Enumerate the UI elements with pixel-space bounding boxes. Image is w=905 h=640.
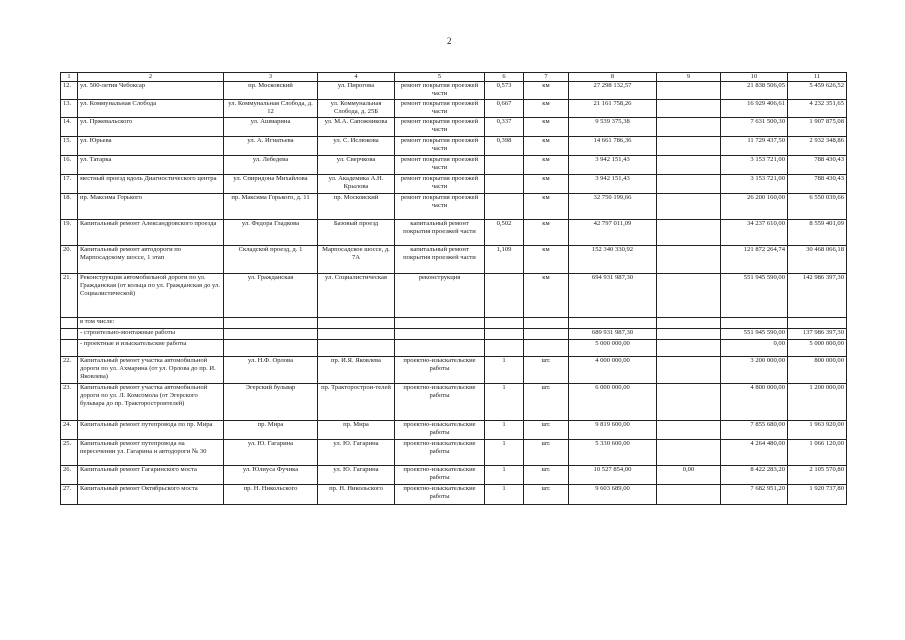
col11-cell: 30 468 066,18 (788, 246, 847, 274)
from-cell: ул. Юлиуса Фучика (224, 466, 318, 485)
col9-cell (657, 340, 721, 357)
unit-cell: км (524, 156, 569, 175)
row-number-cell: 18. (61, 194, 78, 220)
object-name-cell: Капитальный ремонт участка автомобильной дороги по ул. Л. Комсомола (от Эгерского бульвара до пр. Тракторостроителей) (78, 384, 224, 421)
length-cell: 1 (485, 466, 524, 485)
length-cell (485, 156, 524, 175)
col11-cell: 788 430,43 (788, 175, 847, 194)
table-row (61, 194, 847, 220)
length-cell (485, 329, 524, 340)
total-cost-cell: 10 527 854,00 (569, 466, 657, 485)
object-name-cell: Капитальный ремонт участка автомобильной дороги по ул. Ахмарина (от ул. Орлова до пр. И. Яковлева) (78, 357, 224, 384)
table-row (61, 357, 847, 384)
row-number-cell: 14. (61, 118, 78, 137)
length-cell (485, 318, 524, 329)
to-cell: пр. Мира (318, 421, 395, 440)
col9-cell (657, 485, 721, 505)
header-row (61, 73, 847, 82)
object-name-cell: ул. 500-летия Чебоксар (78, 82, 224, 100)
row-number-cell: 15. (61, 137, 78, 156)
work-type-cell: капитальный ремонт покрытия проезжей части (395, 246, 485, 274)
table-row (61, 485, 847, 505)
col9-cell (657, 156, 721, 175)
work-type-cell: ремонт покрытия проезжей части (395, 118, 485, 137)
total-cost-cell: 694 931 987,30 (569, 274, 657, 318)
length-cell: 1 (485, 357, 524, 384)
col11-cell: 8 559 401,09 (788, 220, 847, 246)
col10-cell: 11 729 437,50 (721, 137, 788, 156)
header-cell: 6 (485, 73, 524, 82)
row-number-cell: 20. (61, 246, 78, 274)
from-cell: ул. Гражданская (224, 274, 318, 318)
col9-cell (657, 137, 721, 156)
header-cell: 11 (788, 73, 847, 82)
works-table (60, 72, 847, 505)
row-number-cell: 21. (61, 274, 78, 318)
total-cost-cell: 152 340 330,92 (569, 246, 657, 274)
col10-cell: 551 945 590,00 (721, 274, 788, 318)
header-cell: 3 (224, 73, 318, 82)
col11-cell: 1 920 737,80 (788, 485, 847, 505)
to-cell: ул. С. Ислюкова (318, 137, 395, 156)
col11-cell: 800 000,00 (788, 357, 847, 384)
col10-cell: 34 237 610,00 (721, 220, 788, 246)
object-name-cell: в том числе: (78, 318, 224, 329)
row-number-cell: 22. (61, 357, 78, 384)
col10-cell: 3 153 721,00 (721, 175, 788, 194)
total-cost-cell: 9 539 375,38 (569, 118, 657, 137)
unit-cell: км (524, 194, 569, 220)
from-cell: ул. Н.Ф. Орлова (224, 357, 318, 384)
total-cost-cell: 21 161 758,26 (569, 100, 657, 118)
from-cell: ул. Ашмарина (224, 118, 318, 137)
to-cell: ул. Ю. Гагарина (318, 440, 395, 466)
col10-cell: 21 838 506,05 (721, 82, 788, 100)
to-cell: пр. Тракторострои-телей (318, 384, 395, 421)
row-number-cell: 25. (61, 440, 78, 466)
from-cell: пр. Н. Никольского (224, 485, 318, 505)
work-type-cell (395, 329, 485, 340)
unit-cell: шт. (524, 485, 569, 505)
object-name-cell: Капитальный ремонт Гагаринского моста (78, 466, 224, 485)
total-cost-cell: 5 330 600,00 (569, 440, 657, 466)
to-cell: ул. Сверчкова (318, 156, 395, 175)
col9-cell (657, 194, 721, 220)
col9-cell (657, 329, 721, 340)
length-cell: 0,502 (485, 220, 524, 246)
col11-cell: 1 907 875,08 (788, 118, 847, 137)
col11-cell: 788 430,43 (788, 156, 847, 175)
row-number-cell: 17. (61, 175, 78, 194)
table-row (61, 421, 847, 440)
table-row (61, 118, 847, 137)
to-cell (318, 318, 395, 329)
table-row (61, 466, 847, 485)
col11-cell: 1 200 000,00 (788, 384, 847, 421)
col10-cell: 3 200 000,00 (721, 357, 788, 384)
col11-cell: 5 000 000,00 (788, 340, 847, 357)
object-name-cell: ул. Пржевальского (78, 118, 224, 137)
length-cell (485, 274, 524, 318)
from-cell (224, 340, 318, 357)
work-type-cell: капитальный ремонт покрытия проезжей части (395, 220, 485, 246)
unit-cell: км (524, 118, 569, 137)
row-number-cell (61, 318, 78, 329)
unit-cell: км (524, 82, 569, 100)
total-cost-cell: 42 797 011,09 (569, 220, 657, 246)
work-type-cell (395, 340, 485, 357)
col9-cell (657, 100, 721, 118)
header-cell: 8 (569, 73, 657, 82)
col9-cell: 0,00 (657, 466, 721, 485)
from-cell: пр. Мира (224, 421, 318, 440)
to-cell: ул. Пирогова (318, 82, 395, 100)
from-cell: пр. Московский (224, 82, 318, 100)
col11-cell: 1 066 120,00 (788, 440, 847, 466)
row-number-cell: 16. (61, 156, 78, 175)
work-type-cell: ремонт покрытия проезжей части (395, 156, 485, 175)
col9-cell (657, 357, 721, 384)
work-type-cell: проектно-изыскательские работы (395, 440, 485, 466)
header-cell: 5 (395, 73, 485, 82)
length-cell (485, 175, 524, 194)
row-number-cell: 12. (61, 82, 78, 100)
col11-cell: 6 550 039,66 (788, 194, 847, 220)
length-cell: 0,573 (485, 82, 524, 100)
to-cell: ул. Академика А.Н. Крылова (318, 175, 395, 194)
object-name-cell: ул. Коммунальная Слобода (78, 100, 224, 118)
col11-cell: 137 986 397,30 (788, 329, 847, 340)
col11-cell: 2 932 348,86 (788, 137, 847, 156)
row-number-cell: 24. (61, 421, 78, 440)
col10-cell (721, 318, 788, 329)
object-name-cell: ул. Юрьева (78, 137, 224, 156)
row-number-cell: 23. (61, 384, 78, 421)
length-cell: 1 (485, 421, 524, 440)
unit-cell: шт. (524, 440, 569, 466)
from-cell: пр. Максима Горького, д. 11 (224, 194, 318, 220)
header-cell: 1 (61, 73, 78, 82)
unit-cell: км (524, 100, 569, 118)
unit-cell: км (524, 220, 569, 246)
col10-cell: 7 682 951,20 (721, 485, 788, 505)
work-type-cell: ремонт покрытия проезжей части (395, 82, 485, 100)
table-row (61, 82, 847, 100)
from-cell (224, 318, 318, 329)
object-name-cell: Капитальный ремонт путепровода по пр. Мира (78, 421, 224, 440)
total-cost-cell: 689 931 987,30 (569, 329, 657, 340)
col9-cell (657, 318, 721, 329)
total-cost-cell: 27 298 132,57 (569, 82, 657, 100)
unit-cell (524, 329, 569, 340)
col10-cell: 26 200 160,00 (721, 194, 788, 220)
to-cell: ул. Ю. Гагарина (318, 466, 395, 485)
from-cell: ул. А. Игнатьева (224, 137, 318, 156)
col9-cell (657, 384, 721, 421)
row-number-cell: 27. (61, 485, 78, 505)
col11-cell (788, 318, 847, 329)
work-type-cell: ремонт покрытия проезжей части (395, 137, 485, 156)
row-number-cell: 19. (61, 220, 78, 246)
table-row (61, 137, 847, 156)
unit-cell: шт. (524, 466, 569, 485)
length-cell: 1 (485, 384, 524, 421)
col11-cell: 4 232 351,65 (788, 100, 847, 118)
object-name-cell: пр. Максима Горького (78, 194, 224, 220)
total-cost-cell: 9 603 689,00 (569, 485, 657, 505)
col9-cell (657, 246, 721, 274)
from-cell: ул. Лебедева (224, 156, 318, 175)
total-cost-cell: 3 942 151,43 (569, 175, 657, 194)
object-name-cell: - строительно-монтажные работы (78, 329, 224, 340)
table-row (61, 246, 847, 274)
unit-cell (524, 340, 569, 357)
page-number: 2 (447, 36, 452, 46)
unit-cell: шт. (524, 357, 569, 384)
col10-cell: 7 631 500,30 (721, 118, 788, 137)
work-type-cell: ремонт покрытия проезжей части (395, 194, 485, 220)
table-row (61, 384, 847, 421)
object-name-cell: Капитальный ремонт автодороги по Марпосадскому шоссе, 1 этап (78, 246, 224, 274)
total-cost-cell: 6 000 000,00 (569, 384, 657, 421)
total-cost-cell (569, 318, 657, 329)
header-cell: 10 (721, 73, 788, 82)
unit-cell (524, 318, 569, 329)
col10-cell: 0,00 (721, 340, 788, 357)
to-cell: Базовый проезд (318, 220, 395, 246)
col11-cell: 142 986 397,30 (788, 274, 847, 318)
length-cell: 1,109 (485, 246, 524, 274)
table-row (61, 220, 847, 246)
col10-cell: 3 153 721,00 (721, 156, 788, 175)
unit-cell: км (524, 274, 569, 318)
from-cell: Складской проезд, д. 1 (224, 246, 318, 274)
header-cell: 2 (78, 73, 224, 82)
length-cell: 1 (485, 485, 524, 505)
work-type-cell: ремонт покрытия проезжей части (395, 100, 485, 118)
to-cell: ул. Коммунальная Слобода, д. 25Б (318, 100, 395, 118)
to-cell: пр. Московский (318, 194, 395, 220)
header-cell: 9 (657, 73, 721, 82)
col11-cell: 1 963 920,00 (788, 421, 847, 440)
work-type-cell (395, 318, 485, 329)
col10-cell: 551 945 590,00 (721, 329, 788, 340)
total-cost-cell: 3 942 151,43 (569, 156, 657, 175)
total-cost-cell: 9 819 600,00 (569, 421, 657, 440)
to-cell (318, 329, 395, 340)
work-type-cell: реконструкция (395, 274, 485, 318)
length-cell: 0,337 (485, 118, 524, 137)
col9-cell (657, 421, 721, 440)
work-type-cell: ремонт покрытия проезжей части (395, 175, 485, 194)
col9-cell (657, 82, 721, 100)
table-row (61, 274, 847, 318)
object-name-cell: местный проезд вдоль Диагностического центра (78, 175, 224, 194)
col9-cell (657, 220, 721, 246)
unit-cell: км (524, 246, 569, 274)
total-cost-cell: 5 000 000,00 (569, 340, 657, 357)
unit-cell: км (524, 175, 569, 194)
work-type-cell: проектно-изыскательские работы (395, 485, 485, 505)
header-cell: 4 (318, 73, 395, 82)
object-name-cell: - проектные и изыскательские работы (78, 340, 224, 357)
to-cell: ул. М.А. Сапожникова (318, 118, 395, 137)
col10-cell: 16 929 406,61 (721, 100, 788, 118)
table-row (61, 100, 847, 118)
from-cell: ул. Спиридона Михайлова (224, 175, 318, 194)
table-row (61, 440, 847, 466)
col10-cell: 8 422 283,20 (721, 466, 788, 485)
header-cell: 7 (524, 73, 569, 82)
table-row (61, 318, 847, 329)
length-cell: 1 (485, 440, 524, 466)
object-name-cell: Капитальный ремонт путепровода на пересечении ул. Гагарина и автодороги № 30 (78, 440, 224, 466)
col10-cell: 7 855 680,00 (721, 421, 788, 440)
table-row (61, 156, 847, 175)
col10-cell: 121 872 264,74 (721, 246, 788, 274)
from-cell: ул. Коммунальная Слобода, д. 12 (224, 100, 318, 118)
row-number-cell (61, 340, 78, 357)
total-cost-cell: 32 750 199,66 (569, 194, 657, 220)
unit-cell: км (524, 137, 569, 156)
work-type-cell: проектно-изыскательские работы (395, 357, 485, 384)
row-number-cell: 13. (61, 100, 78, 118)
to-cell (318, 340, 395, 357)
row-number-cell (61, 329, 78, 340)
unit-cell: шт. (524, 421, 569, 440)
length-cell (485, 194, 524, 220)
col11-cell: 5 459 626,52 (788, 82, 847, 100)
from-cell: ул. Ю. Гагарина (224, 440, 318, 466)
length-cell: 0,398 (485, 137, 524, 156)
col10-cell: 4 800 000,00 (721, 384, 788, 421)
object-name-cell: ул. Татарка (78, 156, 224, 175)
total-cost-cell: 4 000 000,00 (569, 357, 657, 384)
table-row (61, 340, 847, 357)
col11-cell: 2 105 570,80 (788, 466, 847, 485)
col10-cell: 4 264 480,00 (721, 440, 788, 466)
to-cell: Марпосадское шоссе, д. 7А (318, 246, 395, 274)
work-type-cell: проектно-изыскательские работы (395, 384, 485, 421)
object-name-cell: Капитальный ремонт Октябрьского моста (78, 485, 224, 505)
from-cell: Эгерский бульвар (224, 384, 318, 421)
to-cell: ул. Социалистическая (318, 274, 395, 318)
to-cell: пр. И.Я. Яковлева (318, 357, 395, 384)
from-cell: ул. Федора Гладкова (224, 220, 318, 246)
length-cell (485, 340, 524, 357)
from-cell (224, 329, 318, 340)
row-number-cell: 26. (61, 466, 78, 485)
object-name-cell: Капитальный ремонт Александровского проезда (78, 220, 224, 246)
work-type-cell: проектно-изыскательские работы (395, 421, 485, 440)
col9-cell (657, 440, 721, 466)
object-name-cell: Реконструкция автомобильной дороги по ул. Гражданская (от кольца по ул. Гражданская до ул. Социалистической) (78, 274, 224, 318)
table-row (61, 175, 847, 194)
col9-cell (657, 118, 721, 137)
to-cell: пр. Н. Никольского (318, 485, 395, 505)
length-cell: 0,667 (485, 100, 524, 118)
table-row (61, 329, 847, 340)
col9-cell (657, 175, 721, 194)
work-type-cell: проектно-изыскательские работы (395, 466, 485, 485)
unit-cell: шт. (524, 384, 569, 421)
total-cost-cell: 14 661 786,36 (569, 137, 657, 156)
col9-cell (657, 274, 721, 318)
